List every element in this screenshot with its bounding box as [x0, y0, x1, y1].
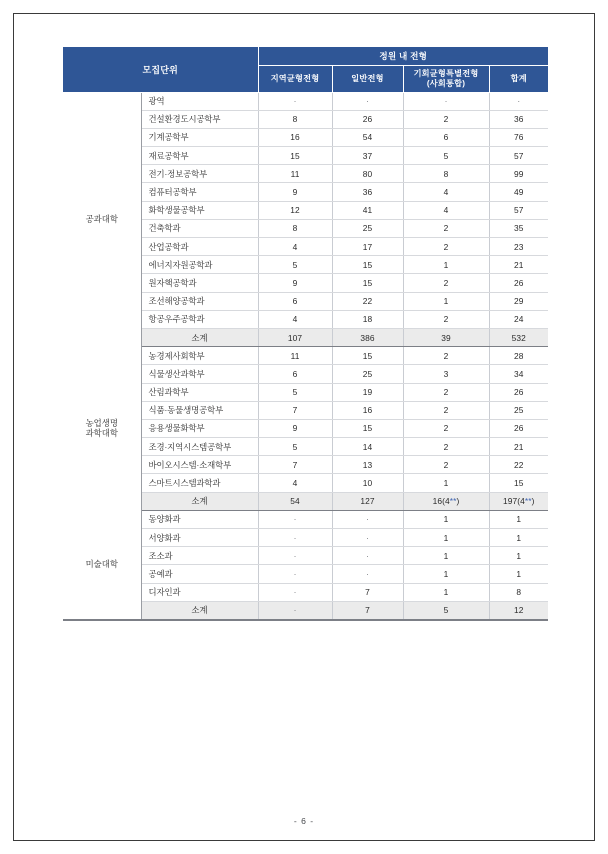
quota-cell-general: 15	[332, 274, 403, 292]
quota-cell-region: 8	[258, 219, 332, 237]
quota-cell-opportunity: 2	[403, 438, 489, 456]
quota-cell-opportunity: 2	[403, 456, 489, 474]
quota-cell-general	[332, 92, 403, 110]
quota-cell-general: 17	[332, 238, 403, 256]
quota-cell-region: 9	[258, 419, 332, 437]
footnote-asterisk: **	[524, 496, 532, 507]
subtotal-cell-general: 7	[332, 601, 403, 619]
subtotal-cell-opportunity: 16(4**)	[403, 492, 489, 510]
quota-cell-total: 29	[489, 292, 548, 310]
unit-name-cell: 원자핵공학과	[141, 274, 258, 292]
quota-cell-total: 25	[489, 401, 548, 419]
quota-cell-general: 54	[332, 128, 403, 146]
quota-cell-opportunity: 1	[403, 292, 489, 310]
unit-name-cell: 디자인과	[141, 583, 258, 601]
unit-name-cell: 전기·정보공학부	[141, 165, 258, 183]
quota-cell-general: 25	[332, 365, 403, 383]
quota-cell-total: 99	[489, 165, 548, 183]
quota-cell-total: 15	[489, 474, 548, 492]
subtotal-cell-general: 127	[332, 492, 403, 510]
quota-cell-general: 15	[332, 347, 403, 365]
quota-cell-total: 8	[489, 583, 548, 601]
table-body	[63, 92, 548, 619]
empty-mark: ·	[444, 96, 448, 107]
quota-cell-general: 37	[332, 147, 403, 165]
quota-cell-general: 41	[332, 201, 403, 219]
quota-cell-total: 23	[489, 238, 548, 256]
quota-cell-total: 34	[489, 365, 548, 383]
quota-cell-opportunity: 2	[403, 401, 489, 419]
quota-cell-total: 1	[489, 565, 548, 583]
unit-name-cell: 산업공학과	[141, 238, 258, 256]
quota-cell-opportunity: 2	[403, 238, 489, 256]
quota-cell-total: 49	[489, 183, 548, 201]
subtotal-cell-total: 197(4**)	[489, 492, 548, 510]
quota-cell-general	[332, 529, 403, 547]
footnote-asterisk: **	[449, 496, 457, 507]
quota-cell-opportunity: 1	[403, 547, 489, 565]
subtotal-label: 소계	[141, 492, 258, 510]
subtotal-cell-general: 386	[332, 328, 403, 346]
empty-mark: ·	[293, 514, 297, 525]
quota-cell-total: 76	[489, 128, 548, 146]
unit-name-cell: 농경제사회학부	[141, 347, 258, 365]
quota-cell-region	[258, 565, 332, 583]
unit-name-cell: 바이오시스템·소재학부	[141, 456, 258, 474]
quota-cell-opportunity: 2	[403, 219, 489, 237]
quota-cell-region: 7	[258, 456, 332, 474]
quota-cell-region	[258, 583, 332, 601]
quota-cell-general: 7	[332, 583, 403, 601]
empty-mark: ·	[366, 568, 369, 579]
college-name-cell	[63, 347, 141, 511]
unit-name-cell: 서양화과	[141, 529, 258, 547]
quota-cell-total: 26	[489, 419, 548, 437]
unit-name-cell: 조선해양공학과	[141, 292, 258, 310]
quota-cell-general: 14	[332, 438, 403, 456]
unit-name-cell: 에너지자원공학과	[141, 256, 258, 274]
quota-cell-region	[258, 510, 332, 528]
quota-cell-opportunity: 1	[403, 565, 489, 583]
quota-cell-opportunity: 8	[403, 165, 489, 183]
unit-name-cell: 조경·지역시스템공학부	[141, 438, 258, 456]
quota-cell-general: 13	[332, 456, 403, 474]
quota-cell-total	[489, 92, 548, 110]
subtotal-cell-opportunity: 5	[403, 601, 489, 619]
college-name-line: 농업생명	[85, 417, 118, 428]
quota-cell-general: 36	[332, 183, 403, 201]
unit-name-cell: 스마트시스템과학과	[141, 474, 258, 492]
unit-name-cell: 동양화과	[141, 510, 258, 528]
empty-mark: ·	[517, 96, 521, 107]
quota-cell-opportunity	[403, 92, 489, 110]
quota-cell-general	[332, 547, 403, 565]
unit-name-cell: 항공우주공학과	[141, 310, 258, 328]
quota-cell-opportunity: 4	[403, 201, 489, 219]
quota-cell-region: 4	[258, 310, 332, 328]
college-name-line: 미술대학	[85, 559, 118, 570]
quota-cell-region	[258, 529, 332, 547]
quota-cell-total: 26	[489, 383, 548, 401]
quota-cell-region: 6	[258, 365, 332, 383]
quota-cell-general: 10	[332, 474, 403, 492]
quota-cell-region: 9	[258, 274, 332, 292]
quota-cell-general: 16	[332, 401, 403, 419]
page-number: - 6 -	[293, 816, 315, 826]
unit-name-cell: 광역	[141, 92, 258, 110]
subtotal-cell-region	[258, 601, 332, 619]
unit-name-cell: 공예과	[141, 565, 258, 583]
college-name-line: 과학대학	[85, 428, 118, 439]
empty-mark: ·	[293, 587, 297, 598]
subtotal-cell-region: 107	[258, 328, 332, 346]
subtotal-cell-total: 532	[489, 328, 548, 346]
header-col-total: 합계	[489, 65, 548, 92]
quota-cell-general: 18	[332, 310, 403, 328]
quota-cell-general	[332, 510, 403, 528]
empty-mark: ·	[366, 96, 369, 107]
empty-mark: ·	[293, 532, 297, 543]
unit-name-cell: 기계공학부	[141, 128, 258, 146]
unit-name-cell: 건축학과	[141, 219, 258, 237]
quota-cell-region	[258, 547, 332, 565]
table-header	[63, 47, 548, 93]
unit-name-cell: 산림과학부	[141, 383, 258, 401]
table-row	[63, 92, 548, 110]
quota-cell-region: 5	[258, 256, 332, 274]
unit-name-cell: 컴퓨터공학부	[141, 183, 258, 201]
quota-cell-total: 1	[489, 510, 548, 528]
header-col-opportunity-line1: 기회균형특별전형	[413, 68, 479, 78]
quota-cell-total: 1	[489, 547, 548, 565]
unit-name-cell: 건설환경도시공학부	[141, 110, 258, 128]
quota-cell-opportunity: 1	[403, 583, 489, 601]
unit-name-cell: 재료공학부	[141, 147, 258, 165]
admission-quota-table-wrapper	[63, 46, 548, 620]
header-col-general: 일반전형	[332, 65, 403, 92]
quota-cell-opportunity: 5	[403, 147, 489, 165]
empty-mark: ·	[293, 96, 297, 107]
quota-cell-opportunity: 3	[403, 365, 489, 383]
empty-mark: ·	[366, 532, 369, 543]
quota-cell-opportunity: 2	[403, 274, 489, 292]
quota-cell-general: 19	[332, 383, 403, 401]
unit-name-cell: 식품·동물생명공학부	[141, 401, 258, 419]
quota-cell-total: 28	[489, 347, 548, 365]
quota-cell-region: 6	[258, 292, 332, 310]
quota-cell-region: 9	[258, 183, 332, 201]
quota-cell-region: 15	[258, 147, 332, 165]
table-row	[63, 347, 548, 365]
quota-cell-total: 57	[489, 201, 548, 219]
quota-cell-total: 21	[489, 256, 548, 274]
empty-mark: ·	[366, 514, 369, 525]
empty-mark: ·	[366, 550, 369, 561]
subtotal-label: 소계	[141, 328, 258, 346]
quota-cell-general	[332, 565, 403, 583]
unit-name-cell: 조소과	[141, 547, 258, 565]
quota-cell-general: 15	[332, 419, 403, 437]
quota-cell-total: 1	[489, 529, 548, 547]
quota-cell-region: 4	[258, 474, 332, 492]
empty-mark: ·	[293, 550, 297, 561]
quota-cell-opportunity: 6	[403, 128, 489, 146]
quota-cell-opportunity: 2	[403, 110, 489, 128]
quota-cell-total: 21	[489, 438, 548, 456]
quota-cell-opportunity: 2	[403, 383, 489, 401]
admission-quota-table	[63, 46, 548, 620]
quota-cell-general: 26	[332, 110, 403, 128]
quota-cell-region: 11	[258, 347, 332, 365]
quota-cell-general: 15	[332, 256, 403, 274]
college-name-line: 공과대학	[85, 214, 118, 225]
quota-cell-total: 35	[489, 219, 548, 237]
empty-mark: ·	[293, 568, 297, 579]
header-col-opportunity-line2: (사회통합)	[426, 78, 466, 88]
quota-cell-opportunity: 1	[403, 256, 489, 274]
header-col-opportunity	[403, 65, 489, 92]
unit-name-cell: 화학생물공학부	[141, 201, 258, 219]
unit-name-cell: 응용생물화학부	[141, 419, 258, 437]
empty-mark: ·	[293, 605, 297, 616]
quota-cell-opportunity: 2	[403, 347, 489, 365]
college-name-cell	[63, 92, 141, 347]
quota-cell-total: 36	[489, 110, 548, 128]
quota-cell-general: 80	[332, 165, 403, 183]
quota-cell-region: 7	[258, 401, 332, 419]
quota-cell-general: 25	[332, 219, 403, 237]
quota-cell-opportunity: 2	[403, 310, 489, 328]
quota-cell-region: 8	[258, 110, 332, 128]
quota-cell-opportunity: 4	[403, 183, 489, 201]
quota-cell-region: 16	[258, 128, 332, 146]
subtotal-cell-opportunity: 39	[403, 328, 489, 346]
quota-cell-region: 5	[258, 438, 332, 456]
quota-cell-region: 12	[258, 201, 332, 219]
header-group-title: 정원 내 전형	[258, 47, 548, 66]
quota-cell-region: 11	[258, 165, 332, 183]
subtotal-cell-total: 12	[489, 601, 548, 619]
unit-name-cell: 식물생산과학부	[141, 365, 258, 383]
quota-cell-total: 57	[489, 147, 548, 165]
table-row	[63, 510, 548, 528]
header-unit-column: 모집단위	[63, 47, 258, 93]
subtotal-cell-region: 54	[258, 492, 332, 510]
header-col-region-balance: 지역균형전형	[258, 65, 332, 92]
quota-cell-total: 22	[489, 456, 548, 474]
quota-cell-total: 24	[489, 310, 548, 328]
quota-cell-opportunity: 2	[403, 419, 489, 437]
quota-cell-general: 22	[332, 292, 403, 310]
quota-cell-region: 4	[258, 238, 332, 256]
quota-cell-region	[258, 92, 332, 110]
quota-cell-total: 26	[489, 274, 548, 292]
subtotal-label: 소계	[141, 601, 258, 619]
college-name-cell	[63, 510, 141, 619]
quota-cell-opportunity: 1	[403, 474, 489, 492]
quota-cell-region: 5	[258, 383, 332, 401]
quota-cell-opportunity: 1	[403, 510, 489, 528]
quota-cell-opportunity: 1	[403, 529, 489, 547]
